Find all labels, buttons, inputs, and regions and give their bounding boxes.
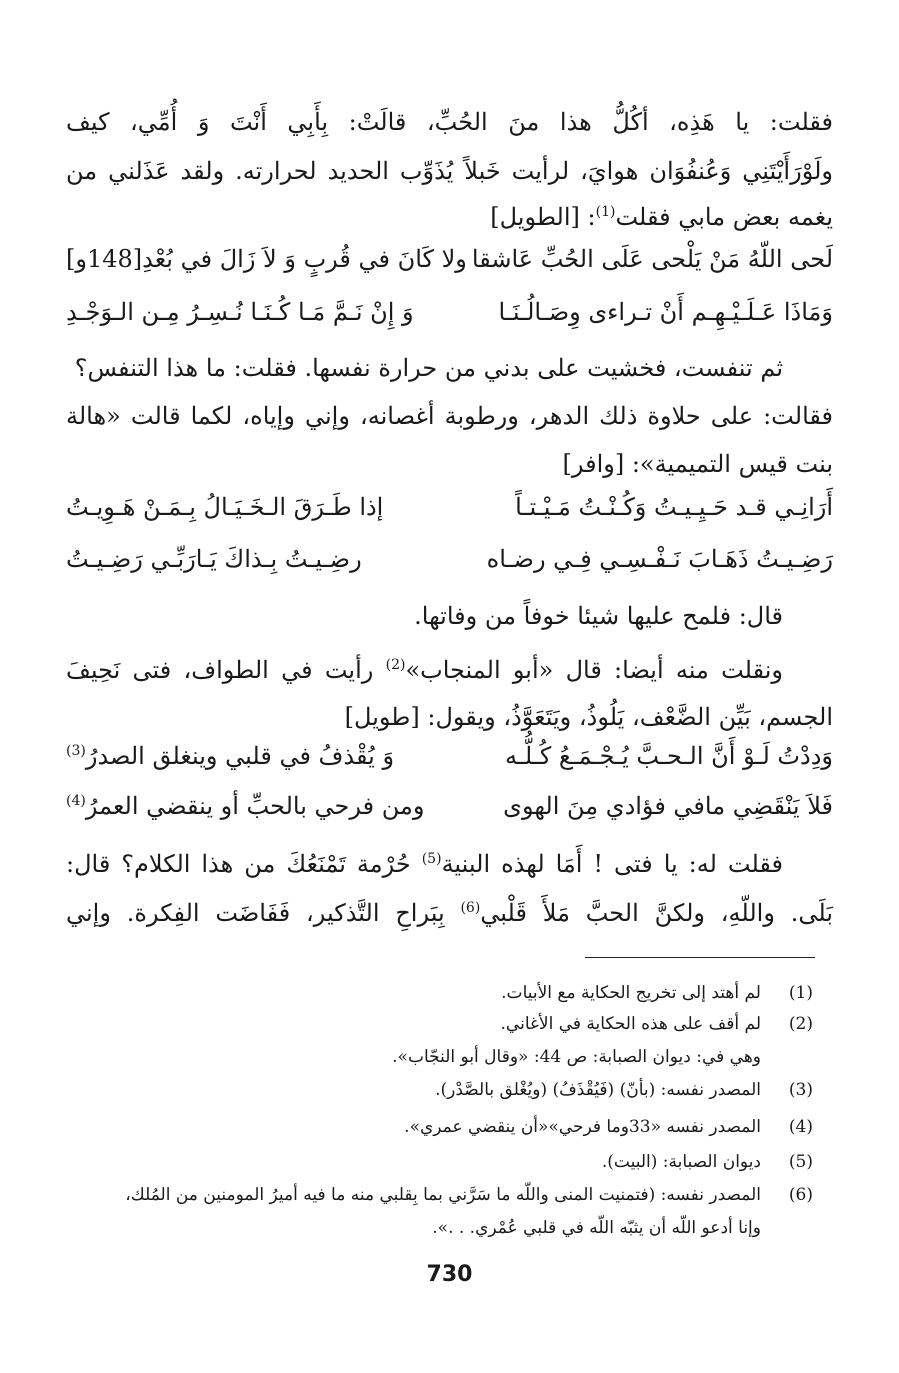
verse-1-hemistich-2: ولا كَانَ في قُربٍ وَ لاَ زَالَ في بُعْدِ[148و] bbox=[66, 245, 467, 273]
verse-2-hemistich-1: أَرَانِـي قـد حَـيِـيـتُ وَكُـنْـتُ مَـيْـتـاً bbox=[515, 493, 833, 521]
verse-3-line-2 bbox=[66, 788, 833, 824]
footnote-ref-6: (6) bbox=[460, 900, 481, 916]
verse-1-hemistich-1: لَحى اللّهُ مَنْ يَلْحى عَلَى الحُبِّ عَاشقا bbox=[471, 245, 833, 273]
verse-3-line-1 bbox=[66, 738, 833, 774]
paragraph-5-line-1-text-b: حُرْمة تَمْنَعُكَ من هذا الكلام؟ قال: bbox=[66, 850, 422, 878]
footnote-3-text: المصدر نفسه: (بأنّ) (فَيُقْذَفُ) (ويُغْلق بالصَّدْر). bbox=[435, 1080, 761, 1100]
verse-1-hemistich-4: وَ إِنْ نَـمَّ مَـا كُـنَـا نُـسِـرُ مِـن الـوَجْـدِ bbox=[66, 298, 414, 326]
footnote-2-number: (2) bbox=[788, 1014, 813, 1034]
paragraph-1-line-1: فقلت: يا هَذِه، أكُلُّ هذا منَ الحُبِّ، قالَتْ: بِأَبِي أَنْتَ وَ أُمِّي، كيف bbox=[66, 108, 833, 136]
verse-2-line-2 bbox=[66, 541, 833, 577]
footnote-6-number: (6) bbox=[788, 1185, 813, 1205]
page-number: 730 bbox=[426, 1262, 473, 1287]
paragraph-5-line-2-text-b: بِبَراحِ التَّذكير، فَفَاضَت الفِكرة. وإني bbox=[66, 899, 461, 927]
footnote-ref-3: (3) bbox=[66, 743, 86, 759]
paragraph-2-line-2: فقالت: على حلاوة ذلك الدهر، ورطوبة أغصانه، وإني وإياه، لكما قالت «هالة bbox=[66, 402, 833, 430]
verse-2-hemistich-3: رَضِـيـتُ ذَهَـابَ نَـفْـسِـي فِـي رضـاه bbox=[486, 545, 833, 573]
footnote-5-text: ديوان الصبابة: (البيت). bbox=[601, 1152, 761, 1172]
footnote-4-text: المصدر نفسه «33وما فرحي»«أن ينقضي عمري». bbox=[404, 1117, 761, 1137]
verse-3-hemistich-2 bbox=[66, 738, 394, 774]
paragraph-3-line-1: قال: فلمح عليها شيئا خوفاً من وفاتها. bbox=[414, 602, 783, 630]
footnote-1-text: لم أهتد إلى تخريج الحكاية مع الأبيات. bbox=[501, 983, 761, 1003]
footnote-5-number: (5) bbox=[788, 1152, 813, 1172]
paragraph-5-line-1 bbox=[66, 846, 833, 882]
verse-3-hemistich-3: فَلاَ يَنْقَضِي مافي فؤادي مِنَ الهوى bbox=[503, 792, 833, 820]
verse-1-line-1 bbox=[66, 241, 833, 277]
footnote-separator bbox=[585, 957, 815, 958]
footnote-3-number: (3) bbox=[788, 1080, 813, 1100]
meter-label-tawil: : [الطويل] bbox=[490, 203, 596, 231]
footnote-2-text: لم أقف على هذه الحكاية في الأغاني. bbox=[500, 1014, 761, 1034]
verse-1-hemistich-3: وَمَاذَا عَـلَـيْـهِـم أَنْ تـراءى وِصَـالُـنَـا bbox=[498, 298, 833, 326]
paragraph-4-line-1-text-a: ونقلت منه أيضا: قال «أبو المنجاب» bbox=[405, 656, 783, 684]
footnote-1-number: (1) bbox=[788, 983, 813, 1003]
paragraph-2-line-1: ثم تنفست، فخشيت على بدني من حرارة نفسها. فقلت: ما هذا التنفس؟ bbox=[74, 354, 783, 382]
verse-2-hemistich-2: إذا طَـرَقَ الـخَـيَـالُ بِـمَـنْ هَـوِيـتُ bbox=[66, 493, 384, 521]
verse-2-hemistich-4: رضِـيـتُ بِـذاكَ يَـارَبِّـي رَضِـيـتُ bbox=[66, 545, 362, 573]
footnote-2-continued-text: وهي في: ديوان الصبابة: ص 44: «وقال أبو النجّاب». bbox=[392, 1047, 761, 1067]
footnote-6-text: المصدر نفسه: (فتمنيت المنى واللّه ما سَرَّني بما بِقلبي منه ما فيه أميرُ المومنين من المُلك، bbox=[125, 1185, 761, 1205]
paragraph-4-line-1 bbox=[66, 652, 833, 688]
paragraph-2-line-3: بنت قيس التميمية»: [وافر] bbox=[562, 450, 833, 478]
verse-3-hemistich-1: وَدِدْتُ لَـوْ أَنَّ الـحـبَّ يُـجْـمَـعُ كُـلُّـه bbox=[504, 742, 833, 770]
paragraph-1-line-2: ولَوْرَأَيْتَنِي وَعُنفُوَان هوايَ، لرأيت خَبلاً يُذَوِّب الحديد لحرارته. ولقد عَذَلني من bbox=[66, 157, 833, 185]
paragraph-5-line-1-text-a: فقلت له: يا فتى ! أَمَا لهذه البنية bbox=[441, 850, 784, 878]
paragraph-1-line-3 bbox=[66, 199, 833, 235]
footnote-ref-5: (5) bbox=[421, 851, 442, 867]
paragraph-4-line-1-text-b: رأيت في الطواف، فتى نَحِيفَ bbox=[66, 656, 386, 684]
footnote-ref-4: (4) bbox=[66, 793, 86, 809]
footnote-4-number: (4) bbox=[788, 1117, 813, 1137]
paragraph-5-line-2 bbox=[66, 895, 833, 931]
footnote-ref-2: (2) bbox=[385, 657, 406, 673]
verse-3-hemistich-2-text: وَ يُقْذفُ في قلبي وينغلق الصدرُ bbox=[85, 742, 395, 770]
verse-2-line-1 bbox=[66, 489, 833, 525]
verse-3-hemistich-4 bbox=[66, 788, 424, 824]
footnote-ref-1: (1) bbox=[595, 204, 616, 220]
paragraph-4-line-2: الجسم، بَيِّن الضَّعْف، يَلُوذُ، ويَتَعَوَّذُ، ويقول: [طويل] bbox=[344, 703, 833, 731]
verse-3-hemistich-4-text: ومن فرحي بالحبِّ أو ينقضي العمرُ bbox=[85, 792, 425, 820]
paragraph-5-line-2-text-a: بَلَى. واللّهِ، ولكنَّ الحبَّ مَلأَ قَلْبي bbox=[480, 899, 833, 927]
footnote-6-continued-text: وإنا أدعو اللّه أن يثبّه اللّه في قلبي عُمْري. . .». bbox=[432, 1218, 761, 1238]
paragraph-1-line-3-text: يغمه بعض مابي فقلت bbox=[615, 203, 833, 231]
verse-1-line-2 bbox=[66, 294, 833, 330]
